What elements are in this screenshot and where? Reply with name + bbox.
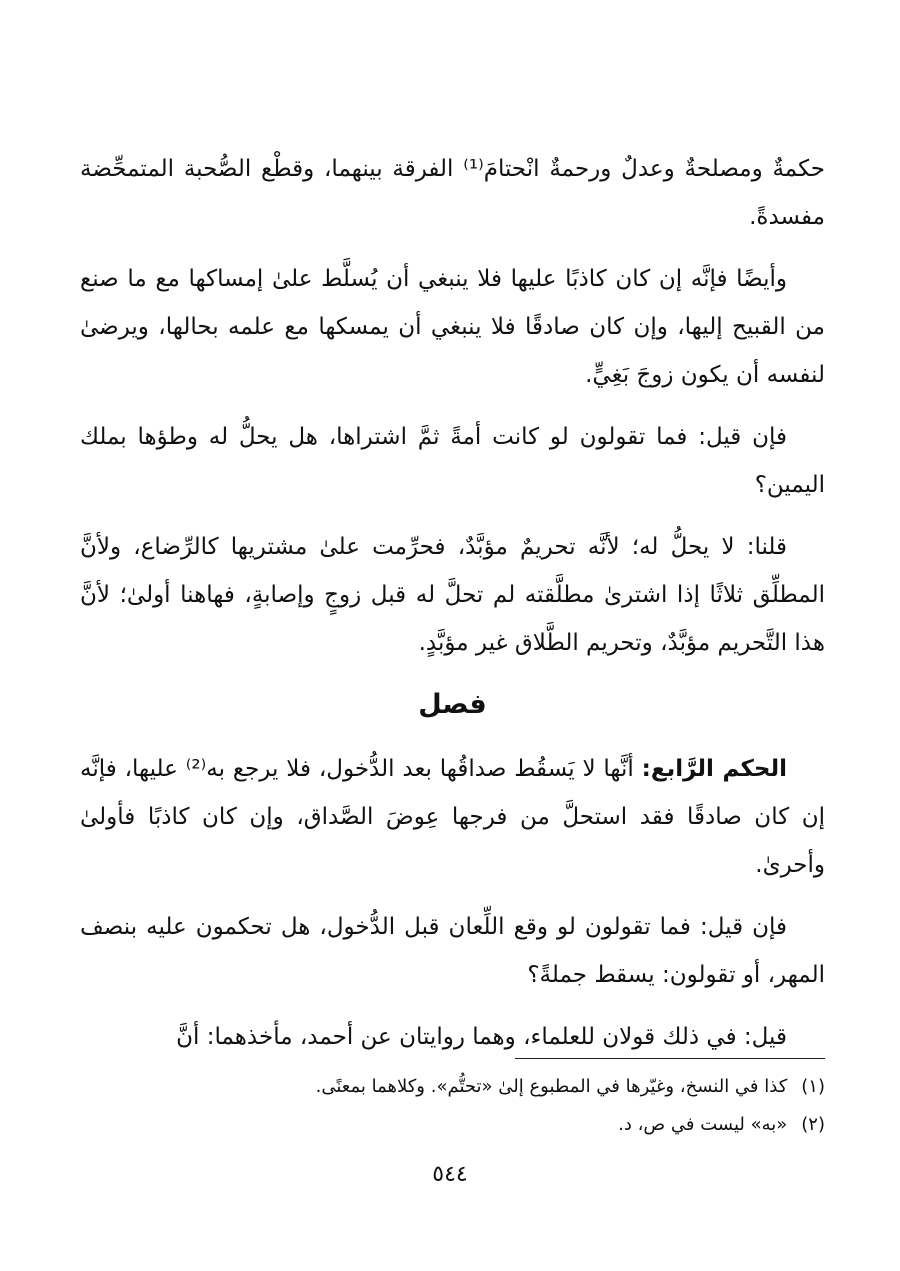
paragraph-6-text: فإن قيل: فما تقولون لو وقع اللِّعان قبل الدُّخول، هل تحكمون عليه بنصف المهر، أو تقولون: يسقط جملةً؟ <box>80 914 825 988</box>
paragraph-1: حكمةٌ ومصلحةٌ وعدلٌ ورحمةٌ انْحتامَ⁽¹⁾ الفرقة بينهما، وقطْع الصُّحبة المتمحِّضة مفسدةً. <box>80 156 826 230</box>
paragraph-7-text: قيل: في ذلك قولان للعلماء، وهما روايتان عن أحمد، مأخذهما: أنَّ <box>176 1024 787 1050</box>
section-title: فصل <box>418 689 487 720</box>
paragraph-4: قلنا: لا يحلُّ له؛ لأنَّه تحريمٌ مؤبَّدٌ، فحرِّمت علىٰ مشتريها كالرِّضاع، ولأنَّ المطلِّق ثلاثًا إذا اشترىٰ مطلَّقته لم تحلَّ له قبل زوجٍ وإصابةٍ، فهاهنا أولىٰ؛ لأنَّ هذا التَّحريم مؤبَّدٌ، وتحريم الطَّلاق غير مؤبَّدٍ. <box>80 534 825 656</box>
footnote-2 <box>80 1106 825 1144</box>
footnote-1-number: (١) <box>801 1076 825 1097</box>
page-number: ٥٤٤ <box>432 1162 468 1187</box>
paragraph-3: فإن قيل: فما تقولون لو كانت أمةً ثمَّ اشتراها، هل يحلُّ له وطؤها بملك اليمين؟ <box>80 424 825 498</box>
ruling-heading: الحكم الرَّابع: <box>641 756 787 782</box>
paragraph-7 <box>80 1013 825 1061</box>
paragraph-6 <box>80 903 825 999</box>
footnote-separator <box>515 1058 825 1059</box>
paragraph-5-text: أنَّها لا يَسقُط صداقُها بعد الدُّخول، فلا يرجع به⁽²⁾ عليها، فإنَّه إن كان صادقًا فقد استحلَّ من فرجها عِوضَ الصَّداق، وإن كان كاذبًا فأولىٰ وأحرىٰ. <box>80 756 825 878</box>
footnote-2-number: (٢) <box>801 1114 825 1135</box>
footnotes <box>80 1068 825 1144</box>
footnote-1-text: كذا في النسخ، وغيّرها في المطبوع إلىٰ «تحتُّم». وكلاهما بمعنًى. <box>315 1076 788 1097</box>
footnote-2-text: «به» ليست في ص، د. <box>618 1114 788 1135</box>
page-body <box>80 145 825 1075</box>
footnote-1 <box>80 1068 825 1106</box>
paragraph-2: وأيضًا فإنَّه إن كان كاذبًا عليها فلا ينبغي أن يُسلَّط علىٰ إمساكها مع ما صنع من القبيح إليها، وإن كان صادقًا فلا ينبغي أن يمسكها مع علمه بحالها، ويرضىٰ لنفسه أن يكون زوجَ بَغِيٍّ. <box>80 266 825 388</box>
paragraph-5 <box>80 745 825 889</box>
